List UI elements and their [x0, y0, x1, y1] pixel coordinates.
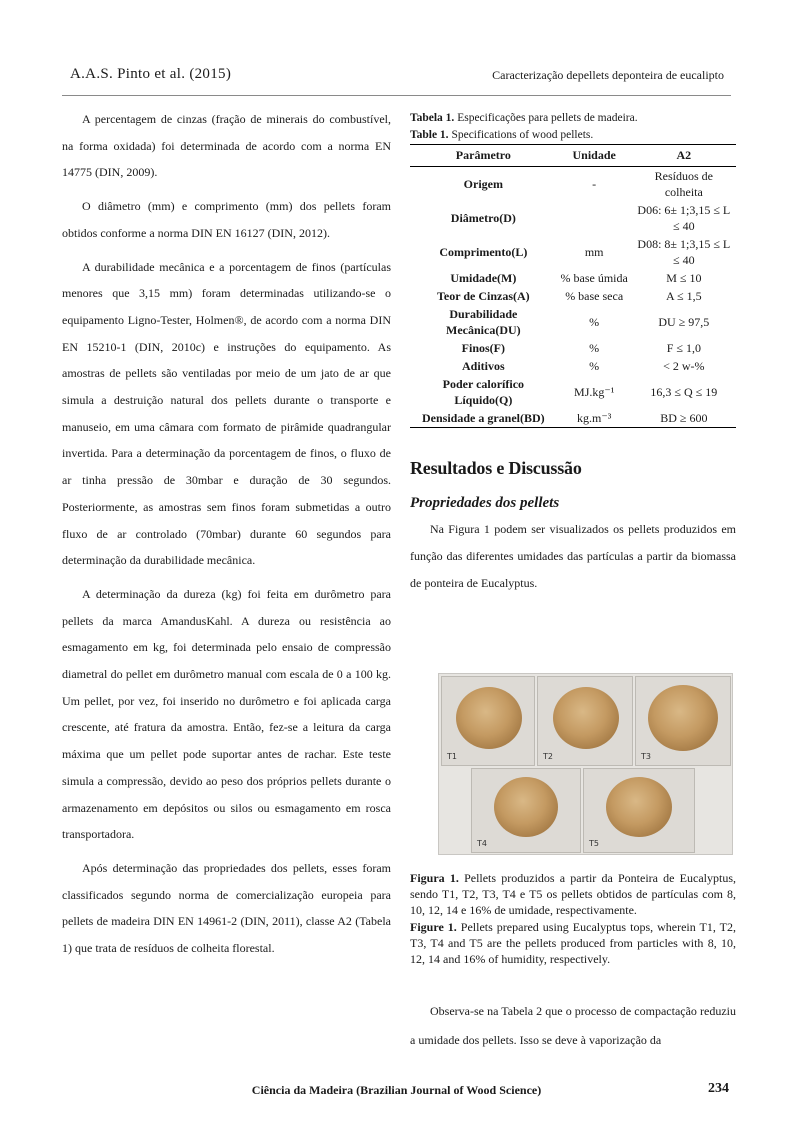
header-divider — [62, 95, 731, 96]
table-row — [410, 287, 736, 305]
paragraph-durability: A durabilidade mecânica e a porcentagem de finos (partículas menores que 3,15 mm) foram determinadas utilizando-se o equipamento Ligno-Tester, Holmen®, de acordo com a norma DIN EN 15210-1 (DIN, 2010c) e instruções do equipamento. As amostras de pellets são ventiladas por meio de um jato de ar que simula a destruição natural dos pellets durante o transporte e manuseio, em uma câmara com formato de pirâmide quadrangular invertida. Para a determinação da porcentagem de finos, o fluxo de ar tinha pressão de 30mbar e duração de 30 segundos. Posteriormente, as amostras sem finos foram submetidas a outro fluxo de ar controlado (70mbar) durante 60 segundos para determinação da durabilidade mecânica. — [62, 259, 391, 568]
paragraph-classification: Após determinação das propriedades dos pellets, esses foram classificados segundo norma de comercialização europeia para pellets de madeira DIN EN 14961-2 (DIN, 2011), classe A2 (Tabela 1) que trata de resíduos de colheita florestal. — [62, 860, 391, 956]
pellet-pile-image — [606, 777, 672, 837]
pellet-photo-t2 — [537, 676, 633, 766]
table-cell: Origem — [463, 177, 503, 191]
table-cell: mm — [584, 245, 604, 259]
table-cell: - — [592, 177, 597, 191]
table-header-cell: A2 — [632, 145, 736, 167]
table-header-cell: Parâmetro — [410, 145, 557, 167]
pellet-photo-t3 — [635, 676, 731, 766]
table-cell: D06: 6± 1;3,15 ≤ L ≤ 40 — [637, 203, 731, 233]
table-row — [410, 305, 736, 339]
table-row — [410, 339, 736, 357]
table-cell: Umidade(M) — [450, 271, 517, 285]
table-cell: F ≤ 1,0 — [666, 341, 701, 355]
table-cell: Poder calorífico Líquido(Q) — [442, 377, 525, 407]
table-cell: MJ.kg⁻¹ — [574, 385, 615, 399]
table-row — [410, 269, 736, 287]
table-row — [410, 357, 736, 375]
pellet-pile-image — [648, 685, 718, 751]
table-cell: < 2 w-% — [663, 359, 705, 373]
right-column — [410, 110, 736, 597]
header-authors: A.A.S. Pinto et al. (2015) — [70, 66, 232, 82]
table-cell — [557, 201, 632, 235]
figure1-caption-pt-label: Figura 1. — [410, 871, 459, 885]
closing-paragraph-block — [410, 997, 736, 1054]
table-cell: % base seca — [565, 289, 624, 303]
paragraph-ash: A percentagem de cinzas (fração de minerais do combustível, na forma oxidada) foi determinada de acordo com a norma EN 14775 (DIN, 2009). — [62, 112, 391, 180]
table-cell: % — [589, 359, 600, 373]
table-cell: kg.m⁻³ — [557, 409, 632, 428]
pellet-photo-t5 — [583, 768, 695, 853]
table-row — [410, 235, 736, 269]
table-cell: % — [589, 341, 600, 355]
figure1-caption-en-label: Figure 1. — [410, 919, 457, 934]
table-cell: Durabilidade Mecânica(DU) — [446, 307, 521, 337]
table-cell: % base úmida — [560, 271, 628, 285]
table-row — [410, 409, 736, 428]
figure1-caption-en-text: Pellets prepared using Eucalyptus tops, wherein T1, T2, T3, T4 and T5 are the pellets produced from particles with 8, 10, 12, 14 and 16% of humidity, respectively. — [410, 919, 737, 967]
table-row — [410, 201, 736, 235]
panel-label: T1 — [447, 752, 457, 761]
table1-caption-pt-text: Especificações para pellets de madeira. — [457, 112, 638, 124]
pellet-photo-t1 — [441, 676, 535, 766]
table-row — [410, 167, 736, 202]
table-cell: Densidade a granel(BD) — [410, 409, 557, 428]
table-cell: Finos(F) — [461, 341, 506, 355]
table-cell: Diâmetro(D) — [450, 211, 516, 225]
table-cell: Teor de Cinzas(A) — [437, 289, 530, 303]
section-title: Resultados e Discussão — [410, 458, 582, 478]
panel-label: T3 — [641, 752, 651, 761]
table-cell: Comprimento(L) — [439, 245, 528, 259]
table-cell: Aditivos — [462, 359, 505, 373]
table1-caption-en-label: Table 1. — [410, 129, 449, 141]
table-cell: M ≤ 10 — [666, 271, 702, 285]
header-running-title: Caracterização depellets deponteira de eucalipto — [492, 68, 724, 82]
table-cell: BD ≥ 600 — [632, 409, 736, 428]
figure1-photo-grid — [438, 673, 733, 855]
pellet-pile-image — [553, 687, 619, 749]
table-cell: DU ≥ 97,5 — [658, 315, 710, 329]
table-header-cell: Unidade — [557, 145, 632, 167]
table1 — [410, 144, 736, 428]
figure1-caption-pt-text: Pellets produzidos a partir da Ponteira de Eucalyptus, sendo T1, T2, T3, T4 e T5 os pellets obtidos de partículas com 8, 10, 12, 14 e 16% de umidade, respectivamente. — [410, 871, 736, 918]
table-cell: 16,3 ≤ Q ≤ 19 — [650, 385, 718, 399]
subsection-title: Propriedades dos pellets — [410, 495, 560, 511]
left-column — [62, 106, 391, 969]
table-cell: Resíduos de colheita — [654, 169, 713, 199]
paragraph-figure-intro: Na Figura 1 podem ser visualizados os pellets produzidos em função das diferentes umidades das partículas a partir da biomassa de ponteira de Eucalyptus. — [410, 522, 736, 590]
table-row — [410, 375, 736, 409]
table-cell: D08: 8± 1;3,15 ≤ L ≤ 40 — [637, 237, 731, 267]
table-cell: % — [589, 315, 600, 329]
paragraph-dimensions: O diâmetro (mm) e comprimento (mm) dos pellets foram obtidos conforme a norma DIN EN 16127 (DIN, 2012). — [62, 199, 391, 240]
table-header-row — [410, 145, 736, 167]
table1-caption-en-text: Specifications of wood pellets. — [451, 129, 594, 141]
figure1-caption-en — [410, 919, 736, 968]
panel-label: T2 — [543, 752, 553, 761]
pellet-pile-image — [456, 687, 522, 749]
figure1-caption — [410, 870, 736, 967]
table1-caption-pt-label: Tabela 1. — [410, 112, 455, 124]
panel-label: T5 — [589, 839, 599, 848]
table1-caption-pt — [410, 110, 736, 127]
pellet-pile-image — [494, 777, 558, 837]
paragraph-table2: Observa-se na Tabela 2 que o processo de compactação reduziu a umidade dos pellets. Isso se deve à vaporização da — [410, 1004, 736, 1047]
table1-caption-en — [410, 127, 736, 144]
page-number: 234 — [708, 1081, 729, 1096]
pellet-photo-t4 — [471, 768, 581, 853]
paragraph-hardness: A determinação da dureza (kg) foi feita em durômetro para pellets da marca AmandusKahl. A dureza ou resistência ao esmagamento em kg, foi determinada pelo ensaio de compressão diametral do pellet em durômetro manual com escala de 0 a 100 kg. Um pellet, por vez, foi inserido no durômetro e foi aplicada carga crescente, até fratura da amostra. Então, fez-se a leitura da carga máxima que um pellet pode suportar antes de rachar. Este teste simula a compressão, devido ao peso dos próprios pellets durante o armazenamento em depósitos ou silos ou esmagamento em rosca transportadora. — [62, 586, 391, 842]
footer-journal: Ciência da Madeira (Brazilian Journal of Wood Science) — [251, 1083, 542, 1097]
panel-label: T4 — [477, 839, 487, 848]
table-cell: A ≤ 1,5 — [666, 289, 702, 303]
figure1-caption-pt — [410, 870, 736, 919]
